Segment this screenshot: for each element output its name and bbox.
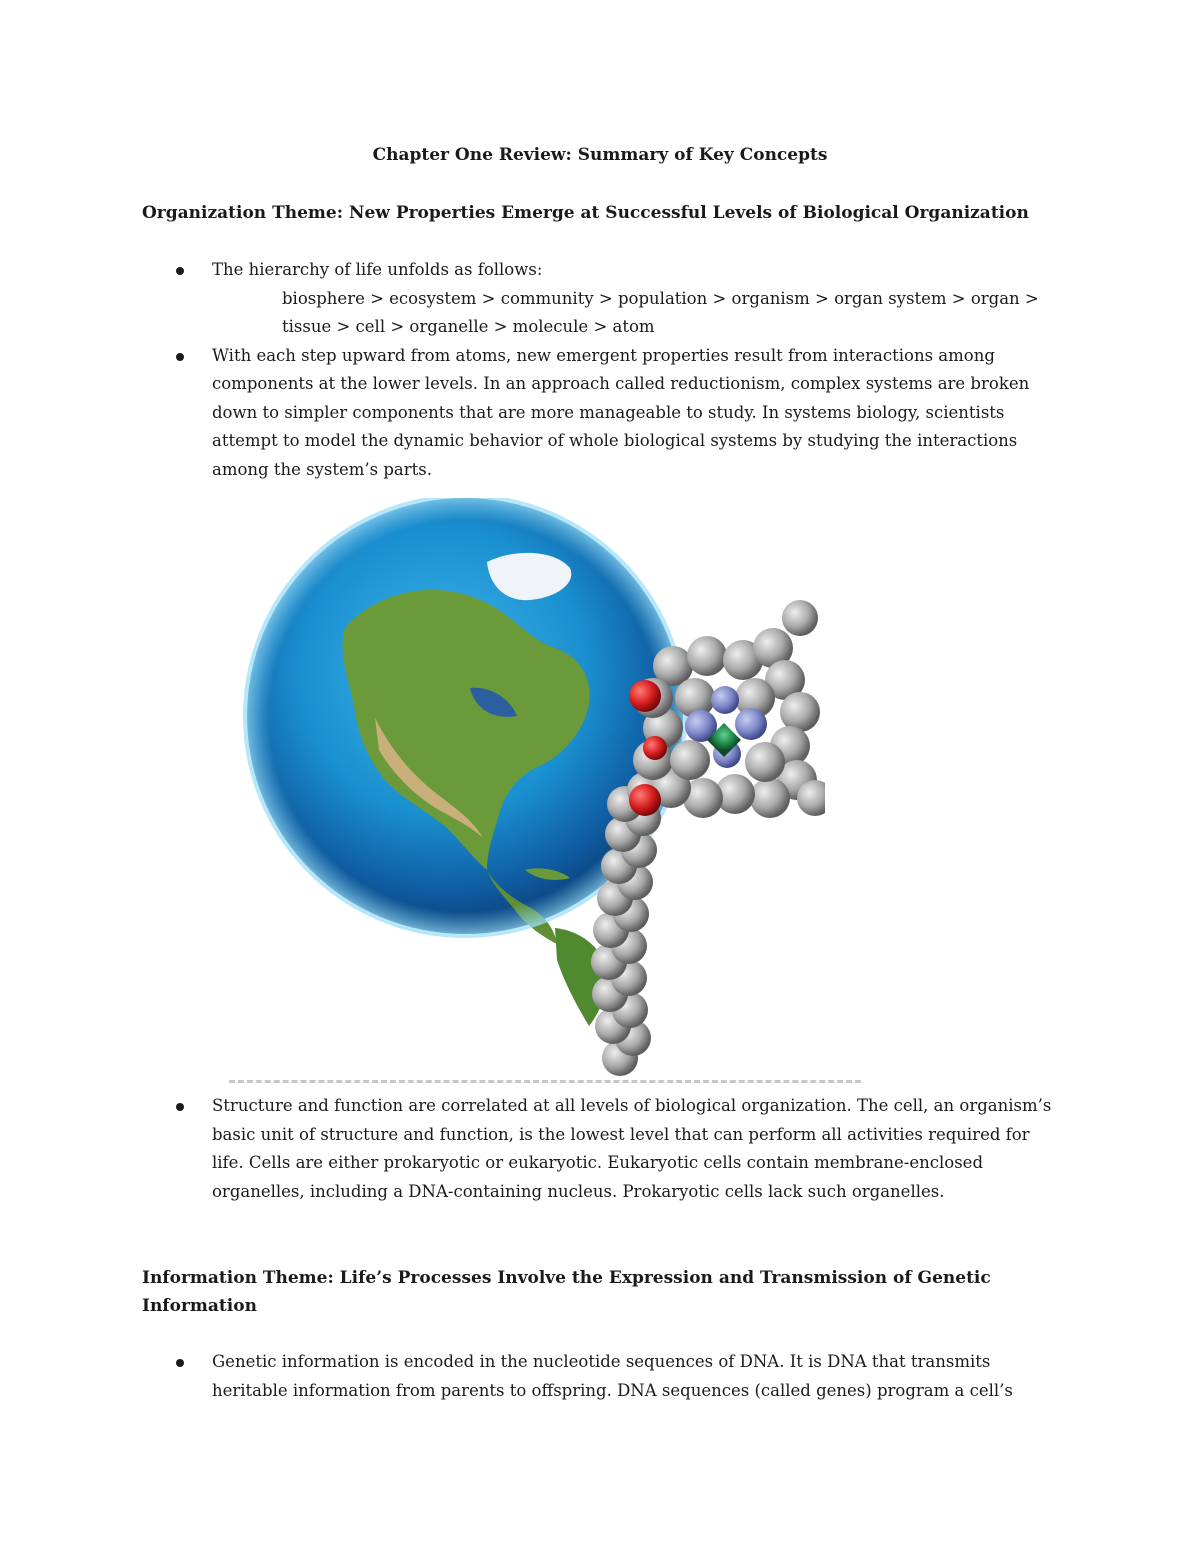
bullet-dot-icon [176, 353, 184, 361]
bullet-structure-function-text: Structure and function are correlated at all levels of biological organization. The cell, an organism’s basic unit of structure and function, is the lowest level that can perform all activities required for life. Cells are either prokaryotic or eukaryotic. Eukaryotic cells contain membrane-enclosed organelles, including a DNA-containing nucleus. Prokaryotic cells lack such organelles. [212, 1096, 1052, 1201]
bullet-genetic-information [142, 1348, 1062, 1405]
earth-molecule-figure [225, 498, 825, 1078]
information-bullets [142, 1348, 1062, 1405]
figure-svg [225, 498, 825, 1078]
hierarchy-line-2: tissue > cell > organelle > molecule > atom [282, 317, 655, 336]
bullet-emergent-properties-text: With each step upward from atoms, new emergent properties result from interactions among components at the lower levels. In an approach called reductionism, complex systems are broken down to simpler components that are more manageable to study. In systems biology, scientists attempt to model the dynamic behavior of whole biological systems by studying the interactions among the system’s parts. [212, 345, 1030, 479]
page-title: Chapter One Review: Summary of Key Concepts [372, 145, 828, 165]
bullet-dot-icon [176, 1103, 184, 1111]
bullet-emergent-properties [142, 342, 1062, 485]
section-heading-organization: Organization Theme: New Properties Emerge at Successful Levels of Biological Organization [142, 203, 1029, 223]
bullet-dot-icon [176, 1359, 184, 1367]
bullet-dot-icon [176, 267, 184, 275]
organization-bullets-top [142, 256, 1062, 484]
bullet-hierarchy [142, 256, 1062, 285]
section-heading-information: Information Theme: Life’s Processes Involve the Expression and Transmission of Genetic Information [142, 1268, 991, 1316]
bullet-structure-function [142, 1092, 1062, 1206]
dashed-divider [229, 1080, 861, 1083]
organization-bullets-bottom [142, 1092, 1062, 1206]
bullet-genetic-information-text: Genetic information is encoded in the nucleotide sequences of DNA. It is DNA that transmits heritable information from parents to offspring. DNA sequences (called genes) program a cell’s [212, 1352, 1013, 1400]
bullet-hierarchy-text: The hierarchy of life unfolds as follows: [212, 260, 543, 279]
hierarchy-line-1: biosphere > ecosystem > community > population > organism > organ system > organ > [282, 288, 1039, 308]
